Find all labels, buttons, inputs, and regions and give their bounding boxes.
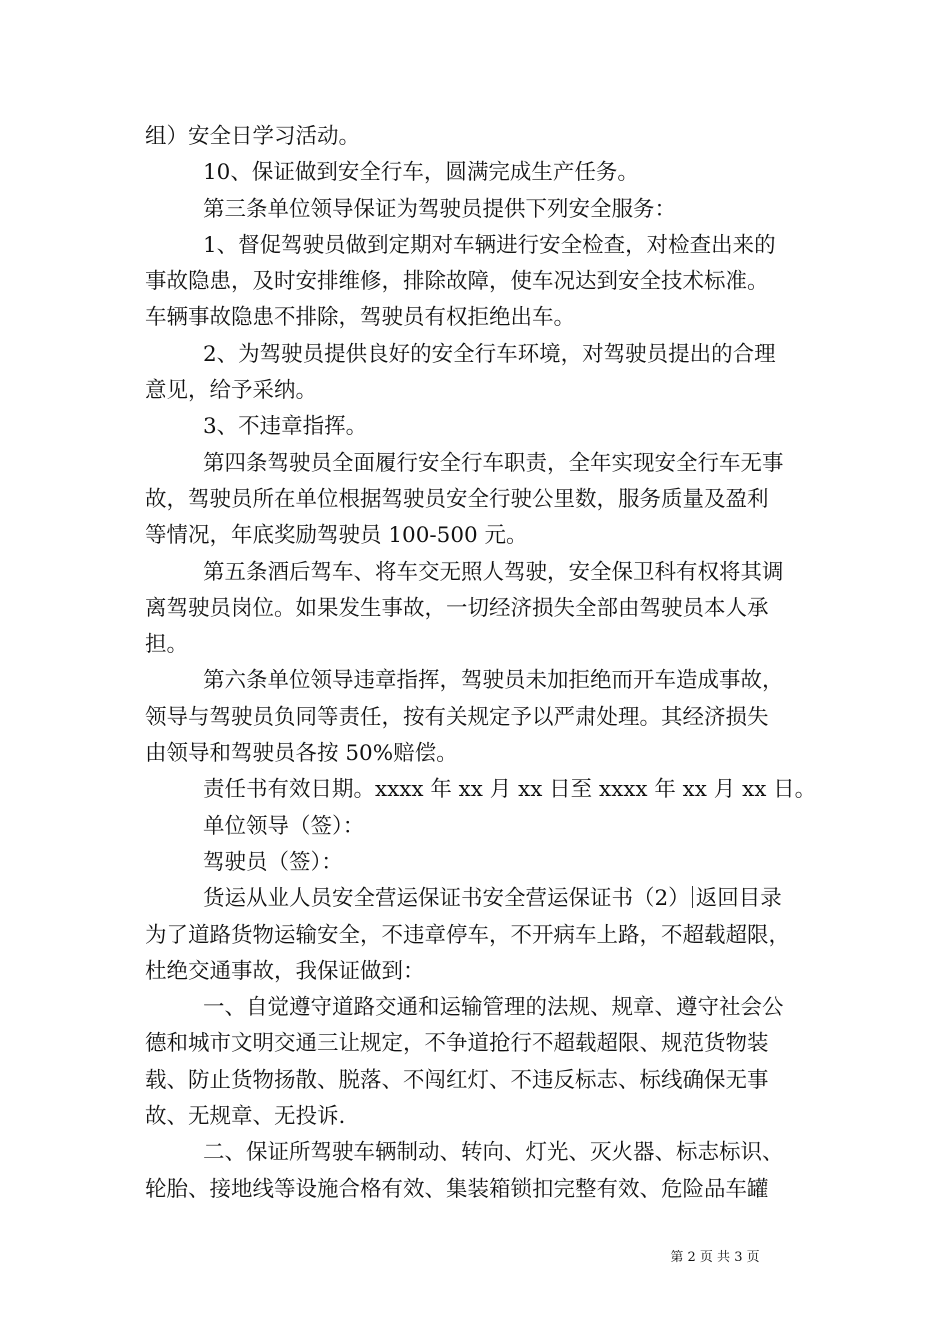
text-line: 德和城市文明交通三让规定，不争道抢行不超载超限、规范货物装 bbox=[145, 1031, 769, 1057]
text-line: 由领导和驾驶员各按 50%赔偿。 bbox=[145, 741, 458, 767]
text-line: 第三条单位领导保证为驾驶员提供下列安全服务： bbox=[203, 196, 677, 222]
text-line: 为了道路货物运输安全，不违章停车，不开病车上路，不超载超限， bbox=[145, 922, 791, 948]
section-title: 货运从业人员安全营运保证书安全营运保证书（2） bbox=[203, 886, 690, 912]
text-line: 等情况，年底奖励驾驶员 100-500 元。 bbox=[145, 523, 528, 549]
text-line: 事故隐患，及时安排维修，排除故障，使车况达到安全技术标准。 bbox=[145, 269, 769, 295]
text-line: 1、督促驾驶员做到定期对车辆进行安全检查，对检查出来的 bbox=[203, 232, 776, 258]
text-line: 杜绝交通事故，我保证做到： bbox=[145, 958, 425, 984]
heading-line bbox=[145, 881, 815, 917]
text-line: 意见，给予采纳。 bbox=[145, 378, 318, 404]
return-to-contents-link[interactable]: 返回目录 bbox=[695, 886, 782, 912]
page-number: 第 2 页 共 3 页 bbox=[670, 1250, 760, 1265]
text-line: 一、自觉遵守道路交通和运输管理的法规、规章、遵守社会公 bbox=[203, 995, 784, 1021]
text-line: 离驾驶员岗位。如果发生事故，一切经济损失全部由驾驶员本人承 bbox=[145, 595, 769, 621]
text-line: 二、保证所驾驶车辆制动、转向、灯光、灭火器、标志标识、 bbox=[203, 1140, 784, 1166]
text-line: 轮胎、接地线等设施合格有效、集装箱锁扣完整有效、危险品车罐 bbox=[145, 1176, 769, 1202]
text-line: 担。 bbox=[145, 632, 189, 658]
document-body bbox=[145, 119, 815, 1208]
text-line: 3、不违章指挥。 bbox=[203, 414, 368, 440]
text-line: 故、无规章、无投诉. bbox=[145, 1104, 346, 1130]
text-line: 组）安全日学习活动。 bbox=[145, 124, 361, 149]
text-line: 驾驶员（签）： bbox=[203, 849, 343, 875]
text-line: 2、为驾驶员提供良好的安全行车环境，对驾驶员提出的合理 bbox=[203, 341, 776, 367]
text-line: 第四条驾驶员全面履行安全行车职责，全年实现安全行车无事 bbox=[203, 450, 784, 476]
text-line: 第五条酒后驾车、将车交无照人驾驶，安全保卫科有权将其调 bbox=[203, 559, 784, 585]
text-cursor bbox=[692, 886, 693, 908]
text-line: 故，驾驶员所在单位根据驾驶员安全行驶公里数，服务质量及盈利 bbox=[145, 486, 769, 512]
text-line: 责任书有效日期。xxxx 年 xx 月 xx 日至 xxxx 年 xx 月 xx 日。 bbox=[203, 777, 817, 803]
text-line: 10、保证做到安全行车，圆满完成生产任务。 bbox=[203, 160, 639, 186]
text-line: 第六条单位领导违章指挥，驾驶员未加拒绝而开车造成事故， bbox=[203, 668, 784, 694]
text-line: 车辆事故隐患不排除，驾驶员有权拒绝出车。 bbox=[145, 305, 576, 331]
text-line: 载、防止货物扬散、脱落、不闯红灯、不违反标志、标线确保无事 bbox=[145, 1067, 769, 1093]
text-line: 领导与驾驶员负同等责任，按有关规定予以严肃处理。其经济损失 bbox=[145, 704, 769, 730]
text-line: 单位领导（签）： bbox=[203, 813, 365, 839]
